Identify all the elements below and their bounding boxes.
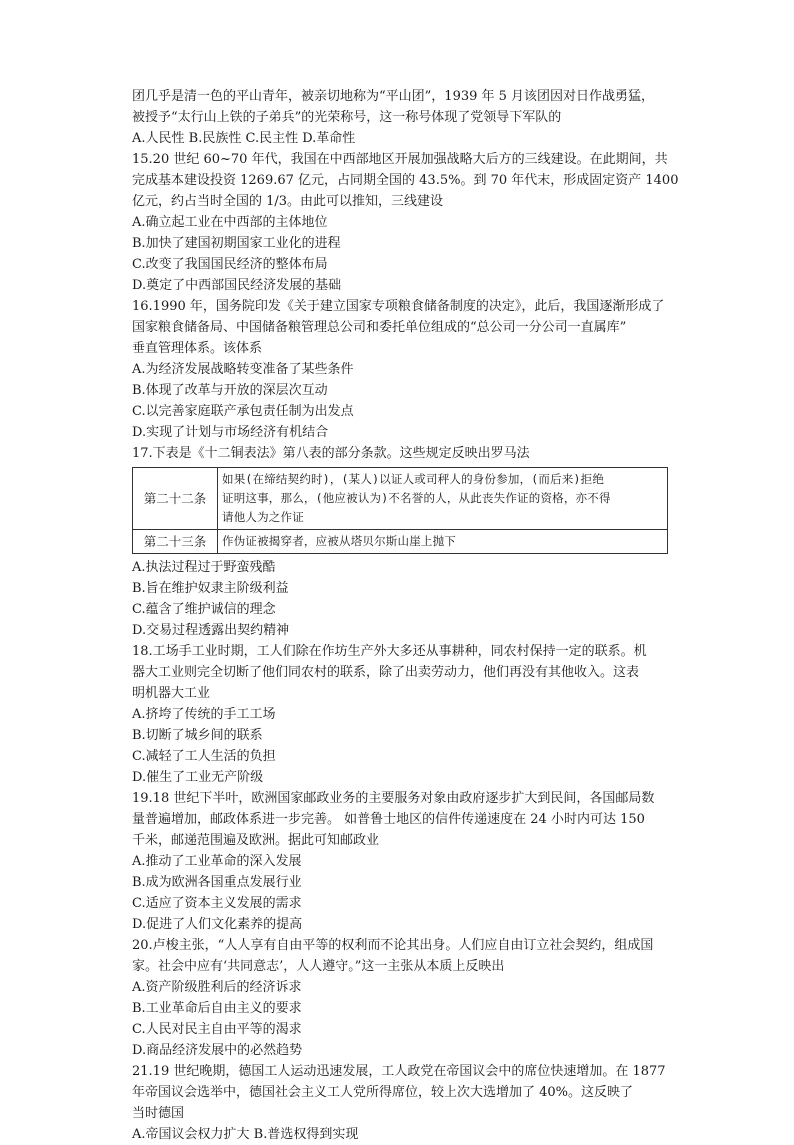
question-text-line: 17.下表是《十二铜表法》第八表的部分条款。这些规定反映出罗马法 bbox=[132, 446, 530, 461]
question-text-line: 明机器大工业 bbox=[132, 686, 211, 701]
question-19 bbox=[132, 788, 662, 935]
question-text-line: 当时德国 bbox=[132, 1106, 185, 1121]
option-c: C.改变了我国国民经济的整体布局 bbox=[132, 257, 328, 272]
question-20 bbox=[132, 935, 662, 1061]
option-b: B.切断了城乡间的联系 bbox=[132, 728, 263, 743]
question-16 bbox=[132, 296, 665, 443]
question-17 bbox=[132, 443, 662, 641]
option-a: A.挤垮了传统的手工工场 bbox=[132, 707, 276, 722]
option-c: C.人民对民主自由平等的渴求 bbox=[132, 1022, 302, 1037]
table-row bbox=[133, 468, 668, 530]
article-text-line: 请他人为之作证 bbox=[222, 510, 304, 524]
question-18 bbox=[132, 641, 662, 788]
question-text-line: 21.19 世纪晚期，德国工人运动迅速发展，工人政党在帝国议会中的席位快速增加。在 1877 bbox=[132, 1064, 666, 1079]
page-content bbox=[132, 86, 679, 1145]
option-d: D.商品经济发展中的必然趋势 bbox=[132, 1043, 303, 1058]
option-a: A.为经济发展战略转变准备了某些条件 bbox=[132, 362, 354, 377]
question-14-tail bbox=[132, 86, 662, 149]
question-15 bbox=[132, 149, 679, 296]
option-c: C.减轻了工人生活的负担 bbox=[132, 749, 276, 764]
option-d: D.催生了工业无产阶级 bbox=[132, 770, 264, 785]
option-a: A.执法过程过于野蛮残酷 bbox=[132, 560, 276, 575]
option-c: C.以完善家庭联产承包责任制为出发点 bbox=[132, 404, 354, 419]
option-d: D.奠定了中西部国民经济发展的基础 bbox=[132, 278, 342, 293]
article-text-line: 作伪证被揭穿者，应被从塔贝尔斯山崖上抛下 bbox=[222, 534, 456, 548]
option-d: D.交易过程透露出契约精神 bbox=[132, 623, 290, 638]
question-text-line: 垂直管理体系。该体系 bbox=[132, 341, 263, 356]
option-d: D.促进了人们文化素养的提高 bbox=[132, 917, 303, 932]
option-c: C.蕴含了维护诚信的理念 bbox=[132, 602, 276, 617]
answer-options: A.人民性 B.民族性 C.民主性 D.革命性 bbox=[132, 131, 356, 146]
question-text-line: 器大工业则完全切断了他们同农村的联系，除了出卖劳动力，他们再没有其他收入。这表 bbox=[132, 665, 640, 680]
answer-options: A.帝国议会权力扩大 B.普选权得到实现 bbox=[132, 1127, 359, 1142]
question-text-line: 家。社会中应有‘共同意志’，人人遵守。”这一主张从本质上反映出 bbox=[132, 959, 505, 974]
option-b: B.体现了改革与开放的深层次互动 bbox=[132, 383, 328, 398]
question-21 bbox=[132, 1061, 666, 1145]
question-text-line: 20.卢梭主张，“人人享有自由平等的权利而不论其出身。人们应自由订立社会契约，组成国 bbox=[132, 938, 654, 953]
question-text-line: 国家粮食储备局、中国储备粮管理总公司和委托单位组成的“总公司一分公司一直属库” bbox=[132, 320, 627, 335]
question-text-line: 19.18 世纪下半叶，欧洲国家邮政业务的主要服务对象由政府逐步扩大到民间，各国邮局数 bbox=[132, 791, 655, 806]
option-b: B.工业革命后自由主义的要求 bbox=[132, 1001, 302, 1016]
question-text-line: 团几乎是清一色的平山青年，被亲切地称为“平山团”，1939 年 5 月该团因对日作战勇猛， bbox=[132, 89, 655, 104]
article-text-line: 证明这事，那么，(他应被认为)不名誉的人，从此丧失作证的资格，亦不得 bbox=[222, 491, 611, 505]
article-text-cell bbox=[218, 530, 668, 554]
article-text-cell bbox=[218, 468, 668, 530]
option-a: A.推动了工业革命的深入发展 bbox=[132, 854, 302, 869]
question-text-line: 亿元，约占当时全国的 1/3。由此可以推知，三线建设 bbox=[132, 194, 444, 209]
question-text-line: 完成基本建设投资 1269.67 亿元，占同期全国的 43.5%。到 70 年代末，形成固定资产 1400 bbox=[132, 173, 679, 188]
table-row bbox=[133, 530, 668, 554]
option-b: B.旨在维护奴隶主阶级利益 bbox=[132, 581, 289, 596]
question-text-line: 16.1990 年，国务院印发《关于建立国家专项粮食储备制度的决定》，此后，我国逐渐形成了 bbox=[132, 299, 665, 314]
option-c: C.适应了资本主义发展的需求 bbox=[132, 896, 302, 911]
question-text-line: 千米，邮递范围遍及欧洲。据此可知邮政业 bbox=[132, 833, 380, 848]
option-d: D.实现了计划与市场经济有机结合 bbox=[132, 425, 329, 440]
option-a: A.确立起工业在中西部的主体地位 bbox=[132, 215, 328, 230]
question-text-line: 18.工场手工业时期，工人们除在作坊生产外大多还从事耕种，同农村保持一定的联系。机 bbox=[132, 644, 647, 659]
question-text-line: 15.20 世纪 60~70 年代，我国在中西部地区开展加强战略大后方的三线建设。在此期间，共 bbox=[132, 152, 668, 167]
option-a: A.资产阶级胜利后的经济诉求 bbox=[132, 980, 302, 995]
question-text-line: 被授予“太行山上铁的子弟兵”的光荣称号，这一称号体现了党领导下军队的 bbox=[132, 110, 562, 125]
question-text-line: 年帝国议会选举中，德国社会主义工人党所得席位，较上次大选增加了 40%。这反映了 bbox=[132, 1085, 634, 1100]
law-table bbox=[132, 467, 668, 554]
article-text-line: 如果(在缔结契约时)，(某人)以证人或司秤人的身份参加，(而后来)拒绝 bbox=[222, 472, 605, 486]
question-text-line: 量普遍增加，邮政体系进一步完善。 如普鲁士地区的信件传递速度在 24 小时内可达 150 bbox=[132, 812, 645, 827]
article-cell: 第二十二条 bbox=[133, 468, 218, 530]
option-b: B.成为欧洲各国重点发展行业 bbox=[132, 875, 302, 890]
article-cell: 第二十三条 bbox=[133, 530, 218, 554]
option-b: B.加快了建国初期国家工业化的进程 bbox=[132, 236, 341, 251]
